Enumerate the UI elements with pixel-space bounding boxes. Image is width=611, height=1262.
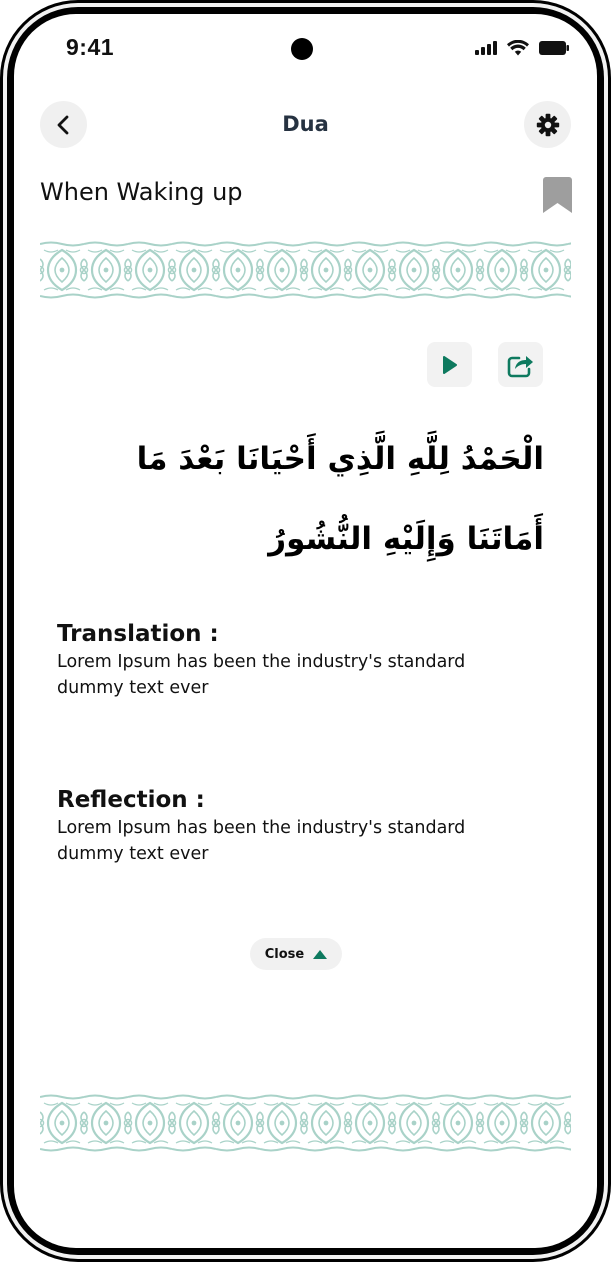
wifi-icon [507, 40, 529, 56]
close-button-label: Close [264, 946, 305, 962]
settings-button[interactable] [524, 101, 571, 148]
reflection-text: Lorem Ipsum has been the industry's standard dummy text ever [57, 818, 466, 864]
play-button[interactable] [427, 342, 472, 387]
translation-heading: Translation : [57, 621, 219, 647]
caret-up-icon [313, 950, 327, 959]
bookmark-icon[interactable] [543, 177, 572, 213]
dua-title: When Waking up [40, 178, 243, 206]
share-button[interactable] [498, 342, 543, 387]
translation-text: Lorem Ipsum has been the industry's standard dummy text ever [57, 652, 466, 698]
front-camera [291, 38, 313, 60]
ornament-border-top [40, 241, 571, 299]
ornament-border-bottom [40, 1094, 571, 1152]
screen [14, 14, 597, 1248]
share-icon [507, 352, 535, 378]
battery-icon [539, 41, 569, 55]
close-button[interactable] [250, 938, 342, 970]
page-title: Dua [282, 112, 329, 136]
status-time: 9:41 [66, 34, 115, 60]
play-icon [442, 356, 458, 374]
arabic-dua-text: الْحَمْدُ لِلَّهِ الَّذِي أَحْيَانَا بَعْدَ مَا أَمَاتَنَا وَإِلَيْهِ النُّشُورُ [136, 441, 544, 557]
status-icons [475, 40, 569, 56]
gear-icon [536, 113, 560, 137]
reflection-heading: Reflection : [57, 787, 205, 813]
signal-icon [475, 41, 497, 55]
